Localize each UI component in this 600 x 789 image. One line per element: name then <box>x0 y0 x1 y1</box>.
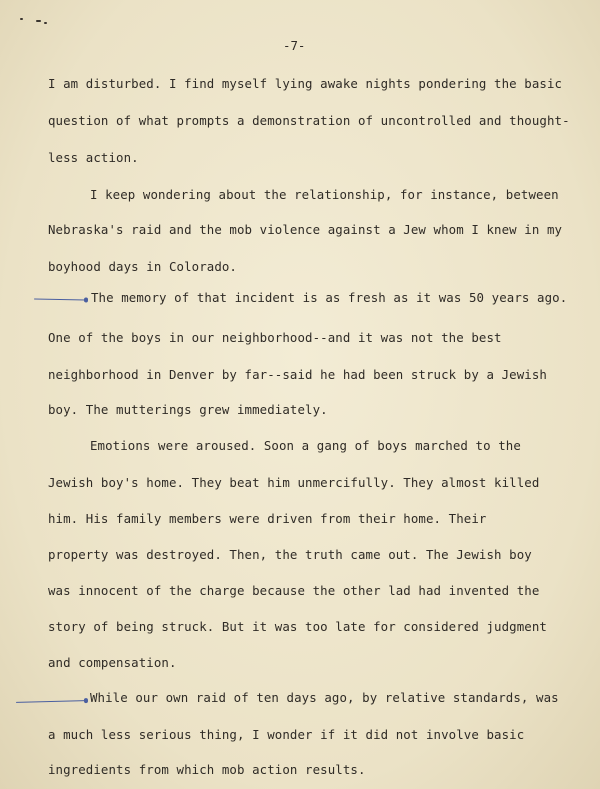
text-line: story of being struck. But it was too late for considered judgment <box>48 619 547 634</box>
text-line: him. His family members were driven from their home. Their <box>48 511 487 526</box>
ink-speck <box>44 22 47 24</box>
text-line: boy. The mutterings grew immediately. <box>48 402 328 417</box>
text-line: While our own raid of ten days ago, by relative standards, was <box>90 690 559 705</box>
text-line: One of the boys in our neighborhood--and it was not the best <box>48 330 502 345</box>
margin-marker <box>16 700 86 703</box>
text-line: Jewish boy's home. They beat him unmercifully. They almost killed <box>48 475 540 490</box>
text-line: was innocent of the charge because the other lad had invented the <box>48 583 540 598</box>
page-number: -7- <box>283 38 306 53</box>
text-line: less action. <box>48 150 139 165</box>
text-line: and compensation. <box>48 655 177 670</box>
ink-speck <box>20 18 23 20</box>
text-line: property was destroyed. Then, the truth came out. The Jewish boy <box>48 547 532 562</box>
text-line: Emotions were aroused. Soon a gang of boys marched to the <box>90 438 521 453</box>
margin-marker <box>34 299 86 301</box>
text-line: Nebraska's raid and the mob violence against a Jew whom I knew in my <box>48 222 563 237</box>
text-line: a much less serious thing, I wonder if it did not involve basic <box>48 727 525 742</box>
text-line: I keep wondering about the relationship, for instance, between <box>90 187 559 202</box>
text-line: question of what prompts a demonstration of uncontrolled and thought- <box>48 113 570 128</box>
ink-speck <box>36 20 41 22</box>
text-line: neighborhood in Denver by far--said he had been struck by a Jewish <box>48 367 547 382</box>
text-line: boyhood days in Colorado. <box>48 259 237 274</box>
text-line: I am disturbed. I find myself lying awake nights pondering the basic <box>48 76 563 91</box>
text-line: ingredients from which mob action results. <box>48 762 366 777</box>
text-line: The memory of that incident is as fresh as it was 50 years ago. <box>91 290 568 305</box>
